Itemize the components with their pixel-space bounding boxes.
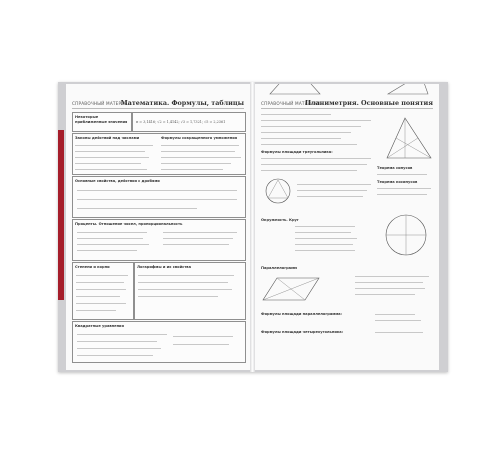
logs-box — [134, 262, 246, 320]
fractions-title: Основные свойства, действия с дробями — [75, 179, 160, 183]
logs-title: Логарифмы и их свойства — [137, 265, 192, 269]
powers-title: Степени и корни — [75, 265, 110, 269]
short-mult-title: Формулы сокращенного умножения — [161, 136, 238, 140]
red-cover-edge — [58, 130, 64, 300]
triangle-diagram-top-left — [265, 84, 325, 98]
quadratic-title: Квадратные уравнения — [75, 324, 124, 328]
left-page — [66, 84, 250, 370]
laws-box — [72, 133, 246, 175]
percent-title: Проценты. Отношение чисел, пропорциональность — [75, 222, 183, 226]
circle-diagram — [383, 212, 429, 258]
triangle-altitudes-diagram — [383, 114, 435, 162]
constants-box — [132, 112, 246, 132]
approx-values-title: Некоторые приближенные значения — [75, 115, 128, 124]
laws-title: Законы действий над числами — [75, 136, 140, 140]
right-header-title: Планиметрия. Основные понятия — [304, 99, 433, 107]
sines-title: Теорема синусов — [377, 166, 413, 170]
parallelogram-diagram — [261, 274, 321, 304]
left-header-title: Математика. Формулы, таблицы — [120, 99, 244, 107]
triangle-diagram-top-right — [383, 84, 433, 96]
circle-title: Окружность. Круг — [261, 218, 299, 222]
left-page-header — [72, 96, 244, 109]
inscribed-circle-diagram — [263, 176, 293, 206]
right-page — [255, 84, 439, 370]
parallelogram-title: Параллелограмм — [261, 266, 297, 270]
powers-box — [72, 262, 134, 320]
fractions-box — [72, 176, 246, 218]
approx-values-box — [72, 112, 132, 132]
left-header-label: СПРАВОЧНЫЙ МАТЕРИАЛ — [72, 101, 131, 106]
right-header-label: СПРАВОЧНЫЙ МАТЕРИАЛ — [261, 101, 320, 106]
cosines-title: Теорема косинусов — [377, 180, 418, 184]
triangle-area-title: Формулы площади треугольника: — [261, 150, 333, 154]
constants-text: π ≈ 3,1416; √2 ≈ 1,4142; √3 ≈ 1,7321; √5 ≈ 2,2361 — [136, 120, 226, 124]
quadratic-box — [72, 321, 246, 363]
quadrilateral-area-title: Формулы площади четырехугольника: — [261, 330, 344, 334]
open-notebook — [58, 82, 448, 372]
parallelogram-area-title: Формулы площади параллелограмма: — [261, 312, 342, 316]
percent-box — [72, 219, 246, 261]
